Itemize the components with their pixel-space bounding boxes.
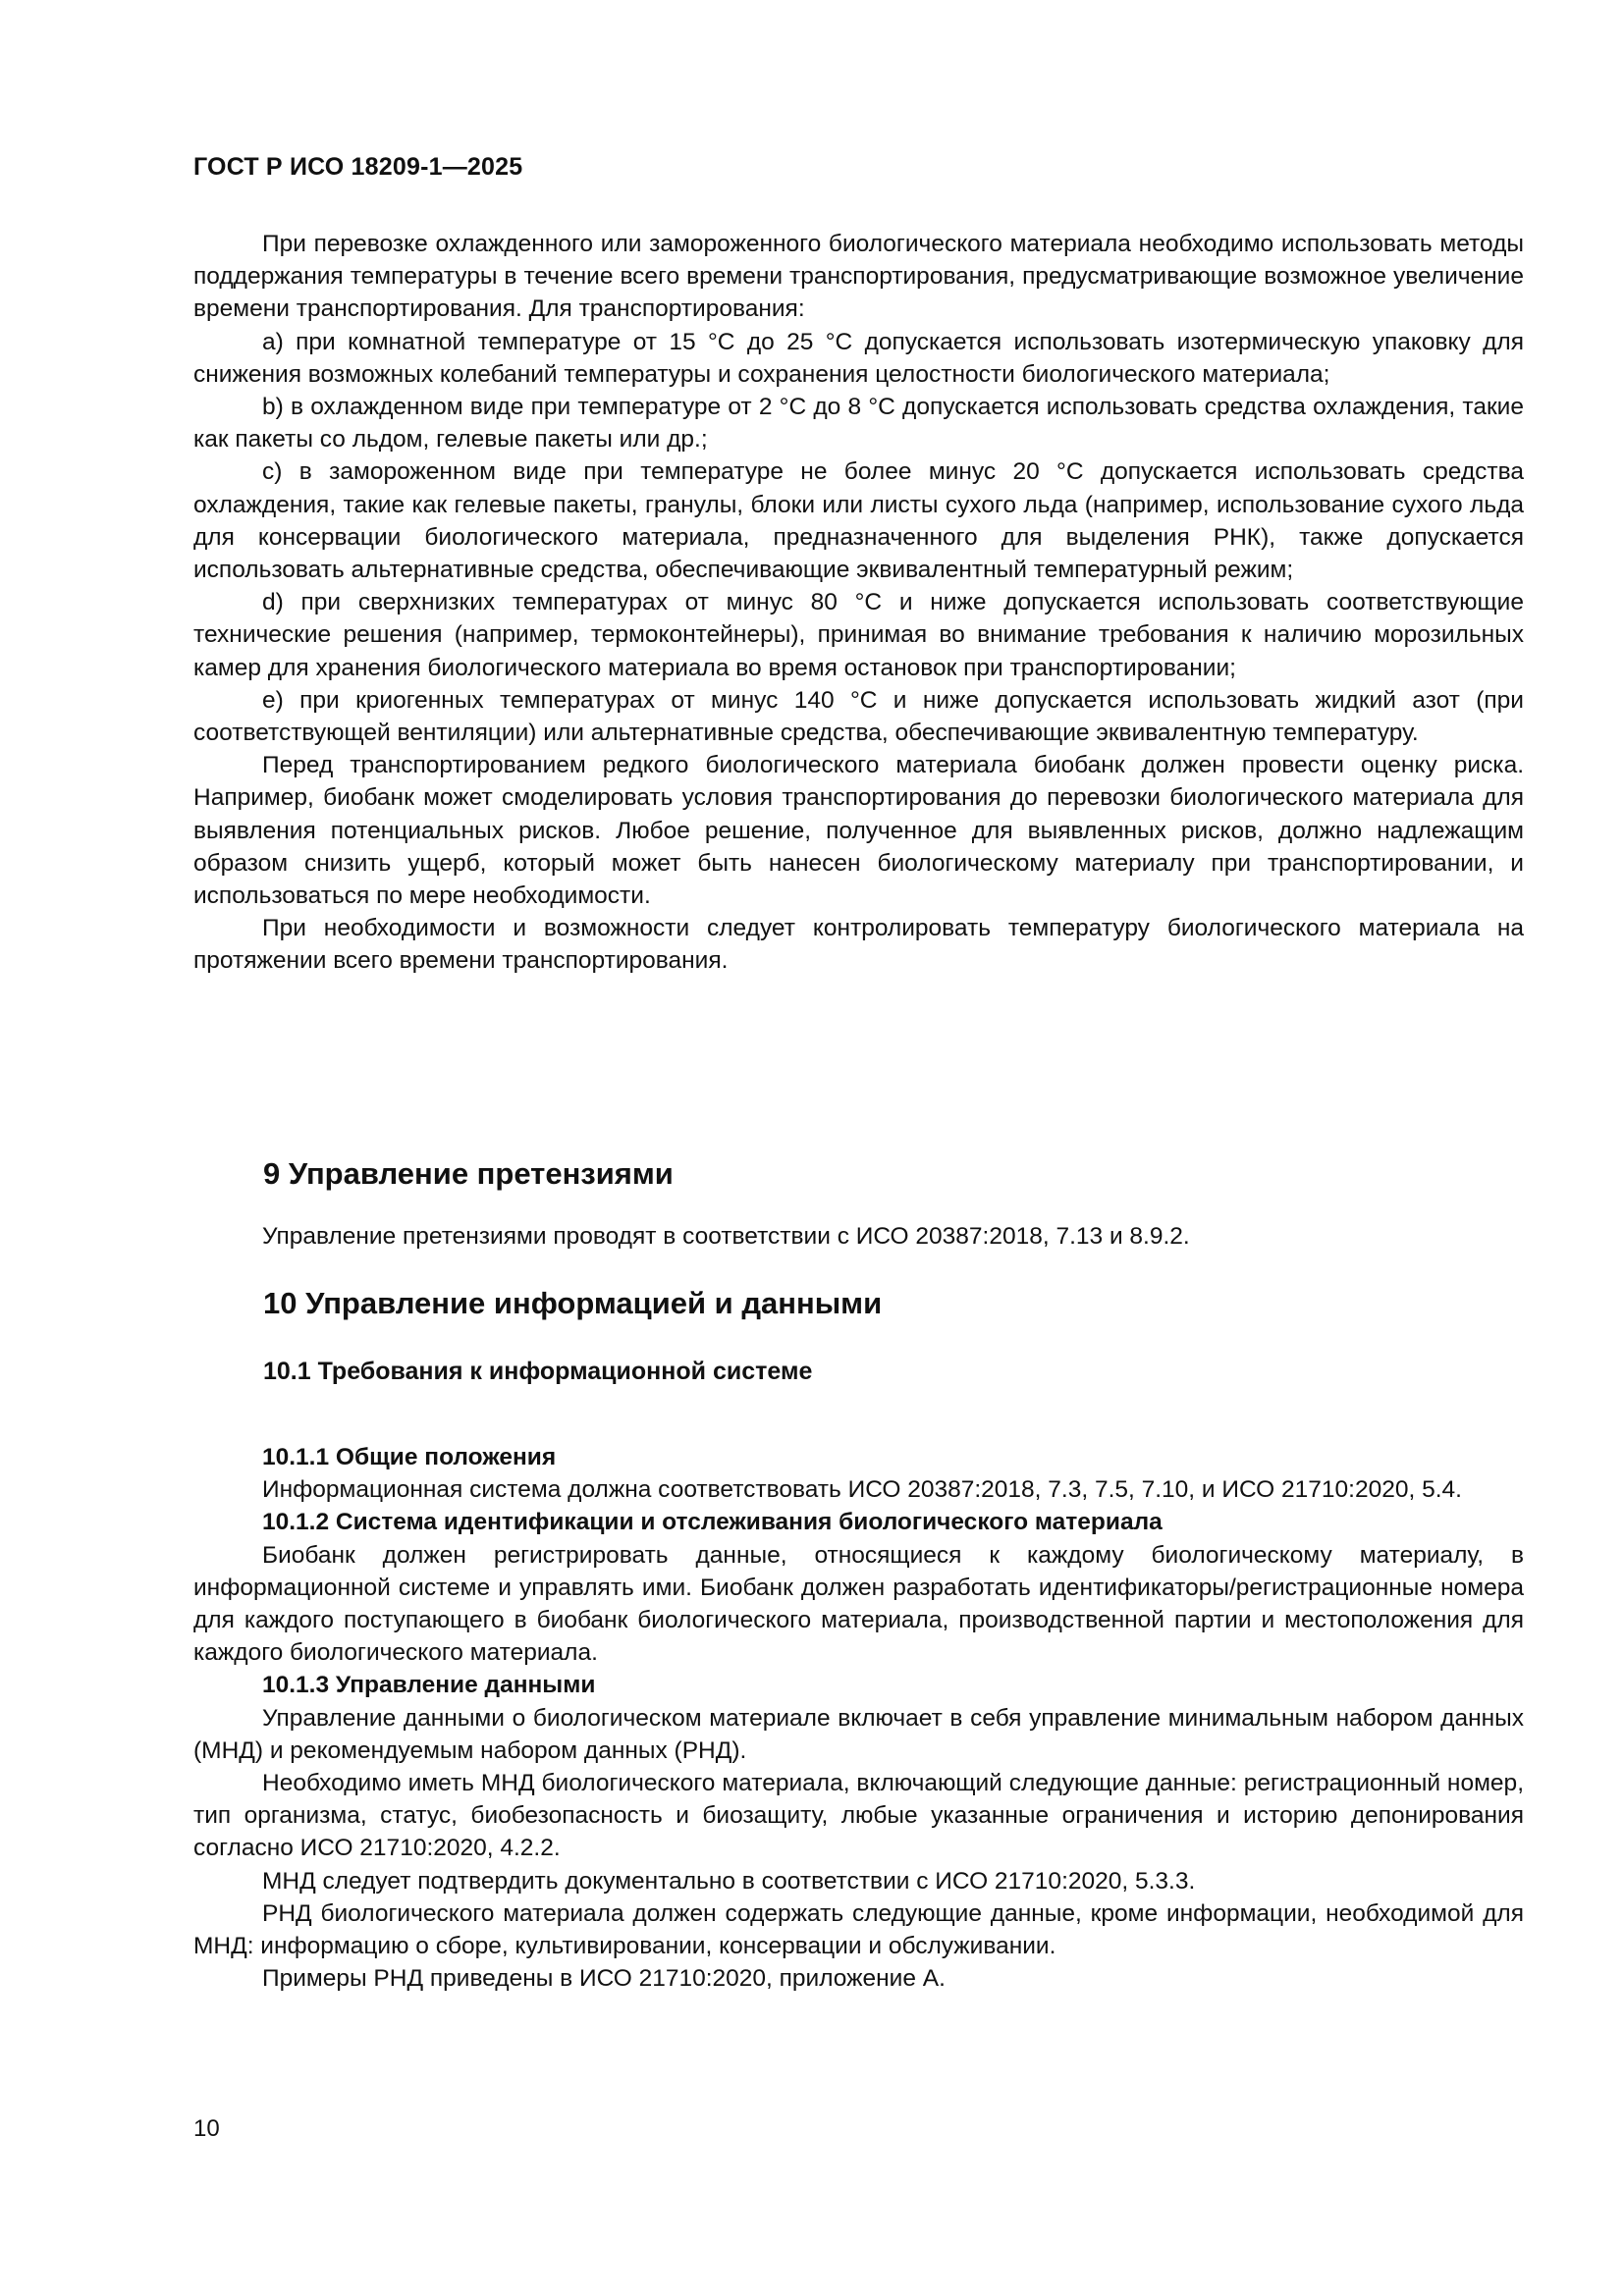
section-10-1-3-paragraph-1: Управление данными о биологическом материале включает в себя управление минимальным набором данных (МНД) и рекомендуемым набором данных (РНД). — [193, 1704, 1524, 1764]
section-9-text: Управление претензиями проводят в соответствии с ИСО 20387:2018, 7.13 и 8.9.2. — [262, 1223, 1190, 1250]
section-10-1-2-text: Биобанк должен регистрировать данные, относящиеся к каждому биологическому материалу, в информационной системе и управлять ими. Биобанк должен разработать идентификаторы/регистрационные номера для каждого поступающего в биобанк биологического материала, производственной партии и местоположения для каждого биологического материала. — [193, 1541, 1524, 1667]
document-code: ГОСТ Р ИСО 18209-1—2025 — [193, 153, 523, 181]
monitor-paragraph: При необходимости и возможности следует контролировать температуру биологического материала на протяжении всего времени транспортирования. — [193, 915, 1524, 975]
list-item-b: b) в охлажденном виде при температуре от 2 °C до 8 °C допускается использовать средства охлаждения, такие как пакеты со льдом, гелевые пакеты или др.; — [193, 394, 1524, 454]
risk-paragraph: Перед транспортированием редкого биологического материала биобанк должен провести оценку риска. Например, биобанк может смоделировать условия транспортирования до перевозки биологического материала для выявления потенциальных рисков. Любое решение, полученное для выявленных рисков, должно надлежащим образом снизить ущерб, который может быть нанесен биологическому материалу при транспортировании, и использоваться по мере необходимости. — [193, 752, 1524, 910]
section-10-1-3-paragraph-4: РНД биологического материала должен содержать следующие данные, кроме информации, необходимой для МНД: информацию о сборе, культивировании, консервации и обслуживании. — [193, 1899, 1524, 1960]
section-10-1-3-paragraph-5: Примеры РНД приведены в ИСО 21710:2020, приложение А. — [262, 1965, 946, 1993]
list-item-e: e) при криогенных температурах от минус 140 °C и ниже допускается использовать жидкий азот (при соответствующей вентиляции) или альтернативные средства, обеспечивающие эквивалентную температуру. — [193, 686, 1524, 747]
section-10-body — [193, 1441, 1524, 1995]
section-10-1-3-paragraph-2: Необходимо иметь МНД биологического материала, включающий следующие данные: регистрационный номер, тип организма, статус, биобезопасность и биозащиту, любые указанные ограничения и историю депонирования согласно ИСО 21710:2020, 4.2.2. — [193, 1770, 1524, 1862]
section-10-1-heading: 10.1 Требования к информационной системе — [263, 1358, 813, 1385]
page-number: 10 — [193, 2115, 220, 2142]
section-10-1-3-paragraph-3: МНД следует подтвердить документально в соответствии с ИСО 21710:2020, 5.3.3. — [262, 1867, 1196, 1895]
section-10-heading: 10 Управление информацией и данными — [263, 1286, 883, 1320]
section-10-1-1-text: Информационная система должна соответствовать ИСО 20387:2018, 7.3, 7.5, 7.10, и ИСО 21710:2020, 5.4. — [262, 1476, 1462, 1504]
transport-section — [193, 228, 1524, 978]
section-10-1-1-heading: 10.1.1 Общие положения — [262, 1444, 557, 1470]
section-10-1-3-heading: 10.1.3 Управление данными — [262, 1672, 596, 1699]
section-10-1-2-heading: 10.1.2 Система идентификации и отслеживания биологического материала — [262, 1509, 1163, 1536]
section-9-heading: 9 Управление претензиями — [263, 1156, 674, 1191]
list-item-d: d) при сверхнизких температурах от минус 80 °C и ниже допускается использовать соответствующие технические решения (например, термоконтейнеры), принимая во внимание требования к наличию морозильных камер для хранения биологического материала во время остановок при транспортировании; — [193, 589, 1524, 681]
list-item-a: a) при комнатной температуре от 15 °C до 25 °C допускается использовать изотермическую упаковку для снижения возможных колебаний температуры и сохранения целостности биологического материала; — [193, 328, 1524, 388]
section-9-body — [193, 1220, 1524, 1253]
transport-intro: При перевозке охлажденного или замороженного биологического материала необходимо использовать методы поддержания температуры в течение всего времени транспортирования, предусматривающие возможное увеличение времени транспортирования. Для транспортирования: — [193, 231, 1524, 323]
list-item-c: c) в замороженном виде при температуре не более минус 20 °C допускается использовать средства охлаждения, такие как гелевые пакеты, гранулы, блоки или листы сухого льда (например, использование сухого льда для консервации биологического материала, предназначенного для выделения РНК), также допускается использовать альтернативные средства, обеспечивающие эквивалентный температурный режим; — [193, 458, 1524, 584]
